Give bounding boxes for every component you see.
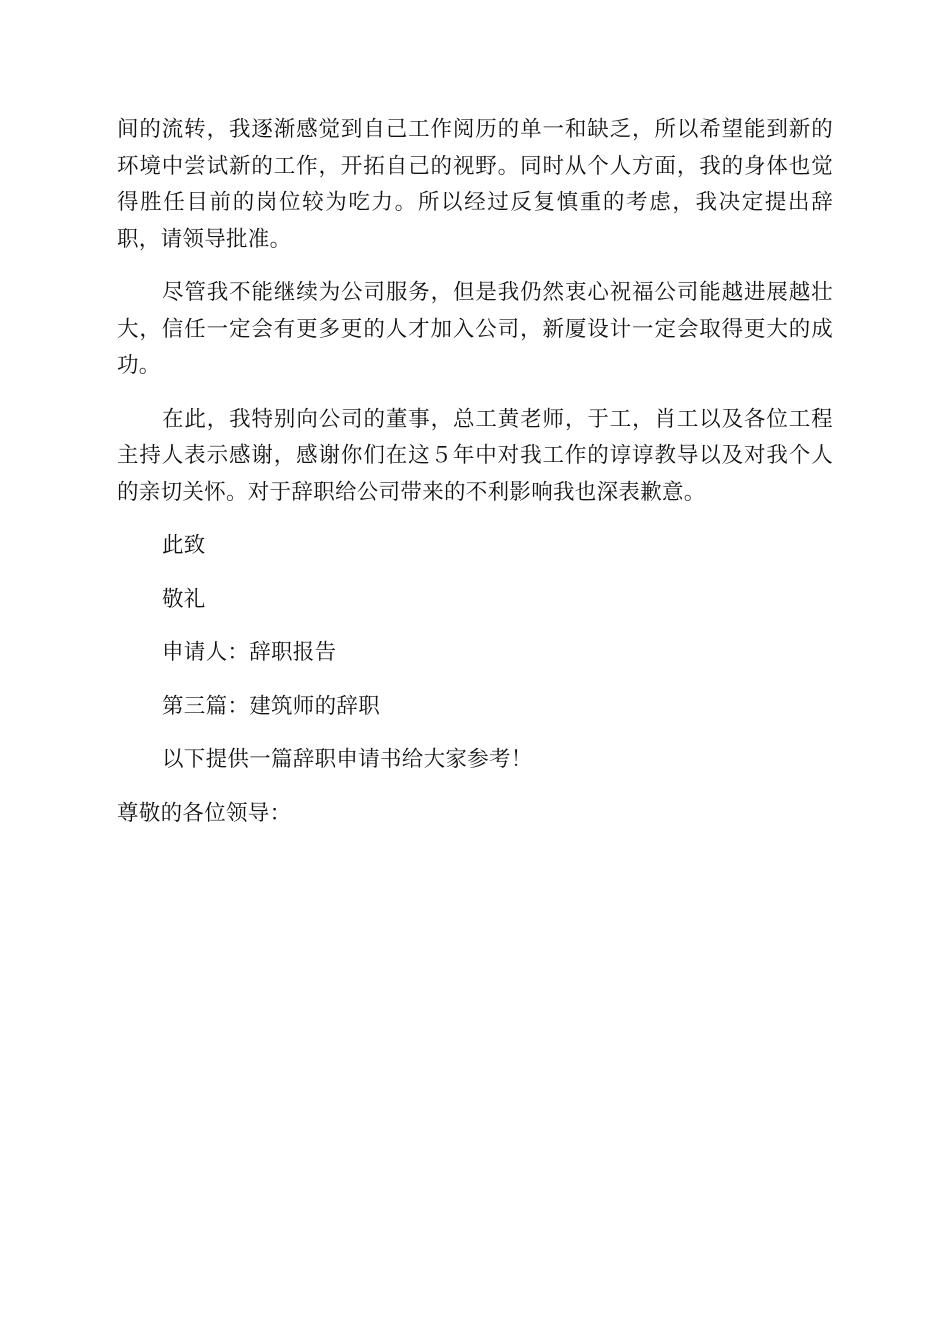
letter-greeting: 尊敬的各位领导： (117, 800, 292, 826)
paragraph-blessing: 尽管我不能继续为公司服务，但是我仍然衷心祝福公司能越进展越壮大，信任一定会有更多更的人才加入公司，新厦设计一定会取得更大的成功。 (117, 280, 833, 378)
intro-line: 以下提供一篇辞职申请书给大家参考！ (162, 747, 533, 772)
closing-regards: 敬礼 (162, 586, 206, 612)
document-body (117, 112, 833, 832)
section-heading-third: 第三篇：建筑师的辞职 (162, 693, 381, 719)
applicant-line: 申请人：辞职报告 (162, 640, 337, 665)
closing-salutation: 此致 (162, 533, 206, 558)
paragraph-resignation-reason: 间的流转，我逐渐感觉到自己工作阅历的单一和缺乏，所以希望能到新的环境中尝试新的工作，开拓自己的视野。同时从个人方面，我的身体也觉得胜任目前的岗位较为吃力。所以经过反复慎重的考虑，我决定提出辞职，请领导批准。 (117, 117, 833, 252)
paragraph-thanks: 在此，我特别向公司的董事，总工黄老师，于工，肖工以及各位工程主持人表示感谢，感谢你们在这５年中对我工作的谆谆教导以及对我个人的亲切关怀。对于辞职给公司带来的不利影响我也深表歉意。 (117, 406, 833, 505)
